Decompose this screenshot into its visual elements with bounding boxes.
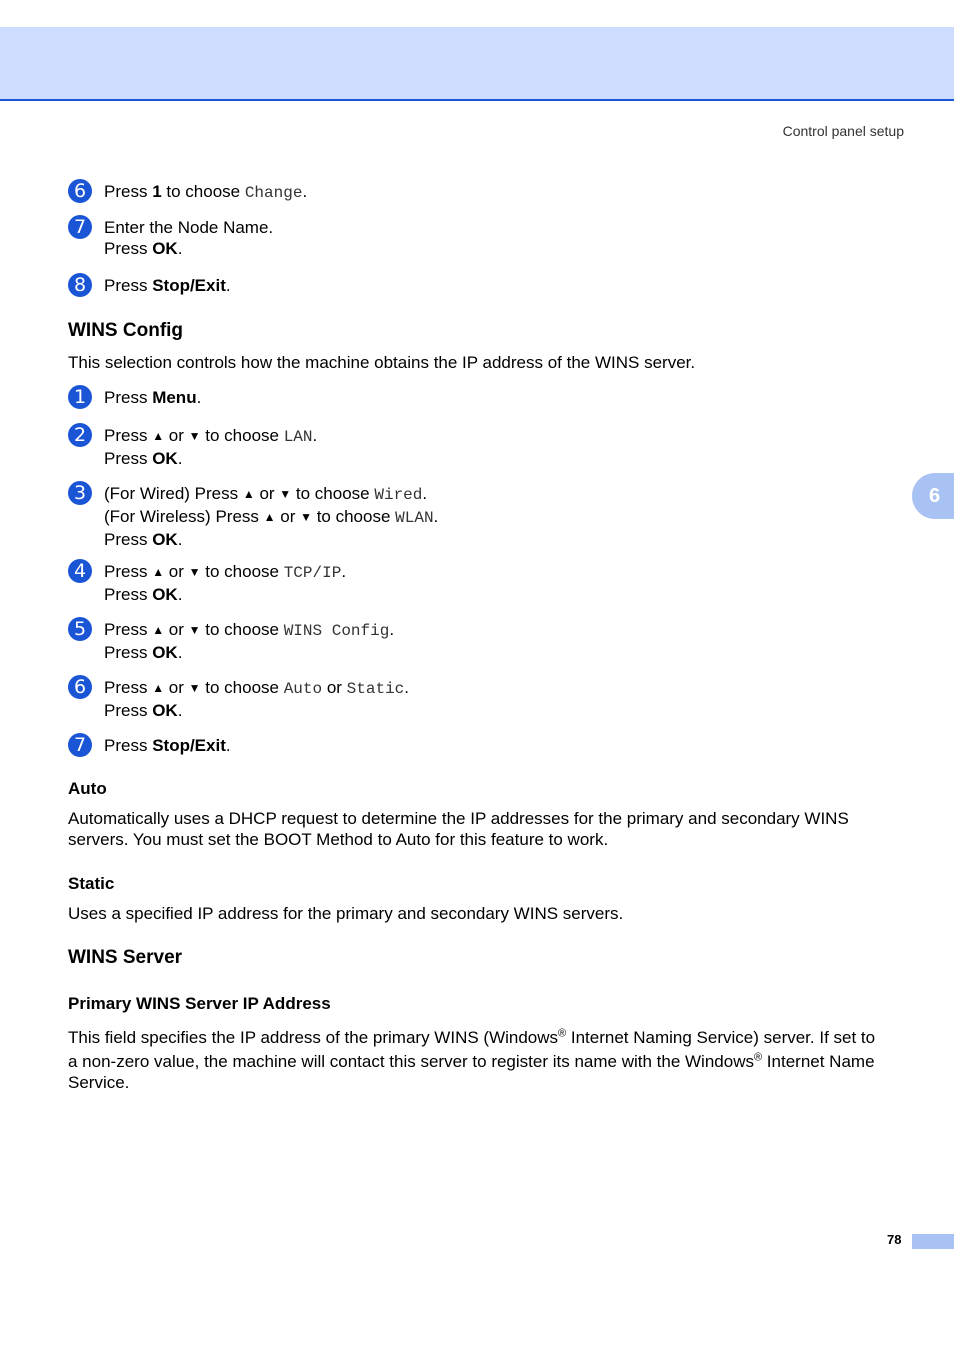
- auto-description-line: servers. You must set the BOOT Method to Auto for this feature to work.: [68, 830, 609, 849]
- step-text-run: Press: [104, 620, 153, 639]
- step-text-run: Press: [104, 530, 153, 549]
- step-text: [104, 677, 409, 721]
- key-label: 1: [152, 182, 162, 201]
- step-text-run: to choose: [200, 562, 284, 581]
- menu-option: WLAN: [395, 509, 434, 527]
- step-number-badge: 1: [68, 385, 92, 409]
- menu-option: Auto: [283, 680, 323, 698]
- para-text: Internet Naming Service) server. If set to: [566, 1028, 876, 1047]
- step-text-run: Press: [104, 678, 153, 697]
- up-arrow-icon: ▲: [152, 565, 165, 579]
- step-text-run: Press: [104, 426, 153, 445]
- step-line: [104, 700, 409, 721]
- step-text-run: Press: [104, 736, 153, 755]
- step-text: [104, 735, 231, 756]
- menu-option: LAN: [283, 428, 313, 446]
- auto-description-line: Automatically uses a DHCP request to determine the IP addresses for the primary and secondary WINS: [68, 809, 849, 828]
- step-text-run: or: [322, 678, 347, 697]
- static-description: Uses a specified IP address for the primary and secondary WINS servers.: [68, 904, 624, 923]
- para-text: Service.: [68, 1073, 130, 1092]
- step-text-run: to choose: [200, 678, 284, 697]
- step-text: [104, 387, 201, 408]
- step-text-run: .: [404, 678, 410, 697]
- page-number-bar: [912, 1234, 954, 1249]
- key-label: OK: [152, 643, 178, 662]
- step-text-run: to choose: [291, 484, 375, 503]
- step-text-run: Press: [104, 449, 153, 468]
- key-label: Stop/Exit: [152, 736, 226, 755]
- step-text-run: .: [225, 736, 231, 755]
- section-heading-wins-config: WINS Config: [68, 320, 184, 341]
- step-line: [104, 448, 317, 469]
- step-text-run: .: [225, 276, 231, 295]
- wins-config-intro: This selection controls how the machine obtains the IP address of the WINS server.: [68, 353, 696, 372]
- primary-wins-description: [68, 1026, 908, 1095]
- menu-option: Change: [244, 184, 303, 202]
- step-number-badge: 7: [68, 215, 92, 239]
- key-label: OK: [152, 701, 178, 720]
- step-line: [104, 387, 201, 408]
- step-text-run: or: [164, 426, 189, 445]
- step-text-run: .: [177, 239, 183, 258]
- step-number-badge: 6: [68, 179, 92, 203]
- down-arrow-icon: ▼: [188, 565, 201, 579]
- key-label: OK: [152, 585, 178, 604]
- step-text-run: Press: [104, 239, 153, 258]
- step-text-run: Press: [104, 643, 153, 662]
- step-text-run: or: [275, 507, 301, 526]
- step-text-run: .: [422, 484, 428, 503]
- menu-option: Wired: [374, 486, 423, 504]
- step-text-run: Press: [104, 276, 153, 295]
- para-text: Internet Name: [762, 1052, 875, 1071]
- subheading-primary-wins: Primary WINS Server IP Address: [68, 994, 331, 1013]
- step-text-run: .: [196, 388, 202, 407]
- step-text-run: or: [164, 678, 189, 697]
- step-line: [104, 642, 394, 663]
- step-line: [104, 561, 346, 584]
- key-label: OK: [152, 239, 178, 258]
- step-text: [104, 619, 394, 663]
- step-text-run: Press: [104, 701, 153, 720]
- step-text-run: Press: [104, 388, 153, 407]
- step-text-run: or: [164, 562, 189, 581]
- auto-description: [68, 808, 908, 850]
- step-text-run: .: [177, 701, 183, 720]
- down-arrow-icon: ▼: [188, 681, 201, 695]
- running-head: Control panel setup: [782, 123, 904, 139]
- down-arrow-icon: ▼: [188, 623, 201, 637]
- step-text-run: .: [302, 182, 308, 201]
- step-text-run: .: [177, 530, 183, 549]
- section-heading-wins-server: WINS Server: [68, 947, 183, 968]
- step-line: [104, 529, 438, 550]
- up-arrow-icon: ▲: [152, 681, 165, 695]
- step-line: [104, 181, 307, 204]
- down-arrow-icon: ▼: [300, 510, 312, 524]
- registered-mark: ®: [753, 1051, 763, 1064]
- step-text-run: .: [433, 507, 439, 526]
- step-text: [104, 275, 231, 296]
- chapter-tab[interactable]: 6: [912, 473, 954, 519]
- subheading-static: Static: [68, 874, 115, 893]
- key-label: Stop/Exit: [152, 276, 226, 295]
- page-number: 78: [887, 1232, 902, 1247]
- key-label: OK: [152, 530, 178, 549]
- step-text-run: (For Wireless) Press: [104, 507, 264, 526]
- step-text-run: .: [177, 449, 183, 468]
- down-arrow-icon: ▼: [188, 429, 201, 443]
- subheading-auto: Auto: [68, 779, 107, 798]
- step-text-run: .: [312, 426, 318, 445]
- step-text-run: to choose: [311, 507, 396, 526]
- step-number-badge: 7: [68, 733, 92, 757]
- step-line: [104, 217, 273, 238]
- step-line: [104, 677, 409, 700]
- key-label: OK: [152, 449, 178, 468]
- step-text: [104, 483, 438, 550]
- down-arrow-icon: ▼: [279, 487, 292, 501]
- step-text-run: or: [164, 620, 189, 639]
- step-line: [104, 619, 394, 642]
- up-arrow-icon: ▲: [242, 487, 255, 501]
- step-text-run: to choose: [200, 426, 284, 445]
- step-number-badge: 3: [68, 481, 92, 505]
- step-number-badge: 6: [68, 675, 92, 699]
- key-label: Menu: [152, 388, 197, 407]
- step-line: [104, 238, 273, 259]
- step-line: [104, 483, 438, 506]
- step-text-run: .: [177, 585, 183, 604]
- menu-option: TCP/IP: [283, 564, 342, 582]
- step-text-run: Enter the Node Name.: [104, 218, 274, 237]
- up-arrow-icon: ▲: [152, 429, 165, 443]
- step-text-run: Press: [104, 585, 153, 604]
- step-line: [104, 506, 438, 529]
- step-number-badge: 5: [68, 617, 92, 641]
- step-text: [104, 561, 346, 605]
- step-text-run: or: [254, 484, 280, 503]
- menu-option: WINS Config: [283, 622, 390, 640]
- step-text-run: Press: [104, 562, 153, 581]
- step-number-badge: 2: [68, 423, 92, 447]
- step-text-run: to choose: [200, 620, 284, 639]
- step-line: [104, 584, 346, 605]
- step-number-badge: 8: [68, 273, 92, 297]
- menu-option: Static: [346, 680, 405, 698]
- step-line: [104, 425, 317, 448]
- step-text-run: to choose: [161, 182, 245, 201]
- step-text: [104, 217, 273, 259]
- header-band: [0, 27, 954, 101]
- step-line: [104, 275, 231, 296]
- step-text-run: (For Wired) Press: [104, 484, 243, 503]
- up-arrow-icon: ▲: [263, 510, 276, 524]
- registered-mark: ®: [558, 1027, 567, 1040]
- step-text-run: Press: [104, 182, 153, 201]
- step-text: [104, 425, 317, 469]
- step-text-run: .: [389, 620, 395, 639]
- step-text: [104, 181, 307, 204]
- up-arrow-icon: ▲: [152, 623, 165, 637]
- step-text-run: .: [341, 562, 347, 581]
- step-text-run: .: [177, 643, 183, 662]
- para-text: This field specifies the IP address of the primary WINS (Windows: [68, 1028, 559, 1047]
- para-text: a non-zero value, the machine will contact this server to register its name with the Windows: [68, 1052, 754, 1071]
- step-line: [104, 735, 231, 756]
- step-number-badge: 4: [68, 559, 92, 583]
